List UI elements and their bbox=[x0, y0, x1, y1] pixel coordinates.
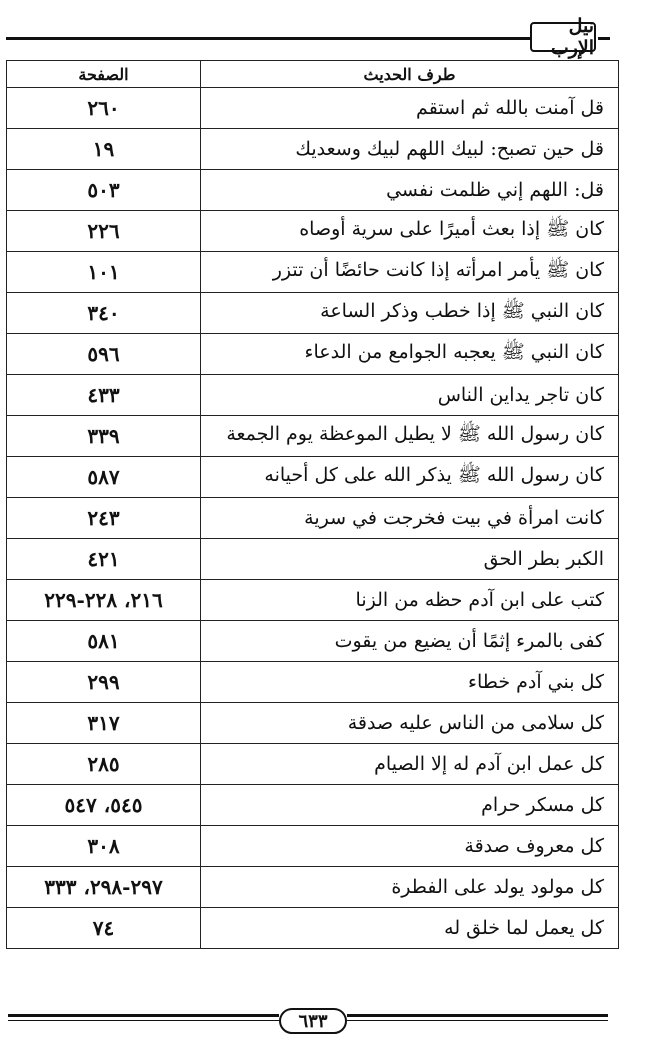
table-row bbox=[7, 375, 619, 416]
table-row bbox=[7, 88, 619, 129]
hadith-cell: كان النبي ﷺ إذا خطب وذكر الساعة bbox=[201, 293, 619, 334]
page-cell: ٥٠٣ bbox=[7, 170, 201, 211]
column-header-hadith: طرف الحديث bbox=[201, 61, 619, 88]
footer-rule-left bbox=[8, 1014, 279, 1017]
hadith-cell: كل سلامى من الناس عليه صدقة bbox=[201, 703, 619, 744]
page-cell: ٢٩٩ bbox=[7, 662, 201, 703]
table-row bbox=[7, 457, 619, 498]
table-row bbox=[7, 334, 619, 375]
hadith-cell: قل آمنت بالله ثم استقم bbox=[201, 88, 619, 129]
page-cell: ٢٨٥ bbox=[7, 744, 201, 785]
hadith-cell: كتب على ابن آدم حظه من الزنا bbox=[201, 580, 619, 621]
page-cell: ٥٨١ bbox=[7, 621, 201, 662]
hadith-cell: كان النبي ﷺ يعجبه الجوامع من الدعاء bbox=[201, 334, 619, 375]
hadith-cell: كل معروف صدقة bbox=[201, 826, 619, 867]
table-row bbox=[7, 498, 619, 539]
page-cell: ١٩ bbox=[7, 129, 201, 170]
hadith-cell: الكبر بطر الحق bbox=[201, 539, 619, 580]
hadith-cell: كل مولود يولد على الفطرة bbox=[201, 867, 619, 908]
page-cell: ٤٣٣ bbox=[7, 375, 201, 416]
table-row bbox=[7, 170, 619, 211]
page-cell: ١٠١ bbox=[7, 252, 201, 293]
table-row bbox=[7, 662, 619, 703]
hadith-cell: كل بني آدم خطاء bbox=[201, 662, 619, 703]
page-cell: ٣٠٨ bbox=[7, 826, 201, 867]
page-cell: ٢٢٦ bbox=[7, 211, 201, 252]
hadith-cell: كان ﷺ إذا بعث أميرًا على سرية أوصاه bbox=[201, 211, 619, 252]
table-row bbox=[7, 580, 619, 621]
hadith-cell: كل عمل ابن آدم له إلا الصيام bbox=[201, 744, 619, 785]
hadith-cell: كفى بالمرء إثمًا أن يضيع من يقوت bbox=[201, 621, 619, 662]
table-row bbox=[7, 908, 619, 949]
table-row bbox=[7, 867, 619, 908]
page-cell: ٥٩٦ bbox=[7, 334, 201, 375]
table-row bbox=[7, 129, 619, 170]
hadith-cell: كل يعمل لما خلق له bbox=[201, 908, 619, 949]
footer-rule-right-thin bbox=[347, 1020, 608, 1021]
hadith-cell: كان رسول الله ﷺ يذكر الله على كل أحيانه bbox=[201, 457, 619, 498]
table-header-row bbox=[7, 61, 619, 88]
table-row bbox=[7, 293, 619, 334]
page-cell: ٣١٧ bbox=[7, 703, 201, 744]
table-row bbox=[7, 416, 619, 457]
header-rule-left bbox=[6, 37, 530, 40]
page-cell: ٢٤٣ bbox=[7, 498, 201, 539]
page-cell: ٣٣٩ bbox=[7, 416, 201, 457]
footer-rule-left-thin bbox=[8, 1020, 279, 1021]
hadith-cell: كان ﷺ يأمر امرأته إذا كانت حائضًا أن تتزر bbox=[201, 252, 619, 293]
footer-rule-right bbox=[347, 1014, 608, 1017]
table-row bbox=[7, 826, 619, 867]
header-rule-right bbox=[598, 37, 610, 40]
hadith-cell: كان رسول الله ﷺ لا يطيل الموعظة يوم الجمعة bbox=[201, 416, 619, 457]
hadith-cell: كل مسكر حرام bbox=[201, 785, 619, 826]
column-header-page: الصفحة bbox=[7, 61, 201, 88]
page-number: ٦٣٣ bbox=[279, 1008, 347, 1034]
hadith-cell: كانت امرأة في بيت فخرجت في سرية bbox=[201, 498, 619, 539]
table-row bbox=[7, 539, 619, 580]
book-title: نيل الإرب bbox=[530, 22, 596, 52]
hadith-index-table bbox=[6, 60, 619, 949]
table-row bbox=[7, 211, 619, 252]
page-cell: ٢٩٧-٢٩٨، ٣٣٣ bbox=[7, 867, 201, 908]
table-row bbox=[7, 252, 619, 293]
hadith-cell: كان تاجر يداين الناس bbox=[201, 375, 619, 416]
table-row bbox=[7, 785, 619, 826]
page-cell: ٤٢١ bbox=[7, 539, 201, 580]
page-cell: ٥٤٥، ٥٤٧ bbox=[7, 785, 201, 826]
table-row bbox=[7, 621, 619, 662]
page-cell: ٢٦٠ bbox=[7, 88, 201, 129]
table-row bbox=[7, 744, 619, 785]
page-cell: ٢١٦، ٢٢٨-٢٢٩ bbox=[7, 580, 201, 621]
page-cell: ٣٤٠ bbox=[7, 293, 201, 334]
hadith-cell: قل حين تصبح: لبيك اللهم لبيك وسعديك bbox=[201, 129, 619, 170]
page-cell: ٥٨٧ bbox=[7, 457, 201, 498]
table-row bbox=[7, 703, 619, 744]
page-cell: ٧٤ bbox=[7, 908, 201, 949]
hadith-cell: قل: اللهم إني ظلمت نفسي bbox=[201, 170, 619, 211]
